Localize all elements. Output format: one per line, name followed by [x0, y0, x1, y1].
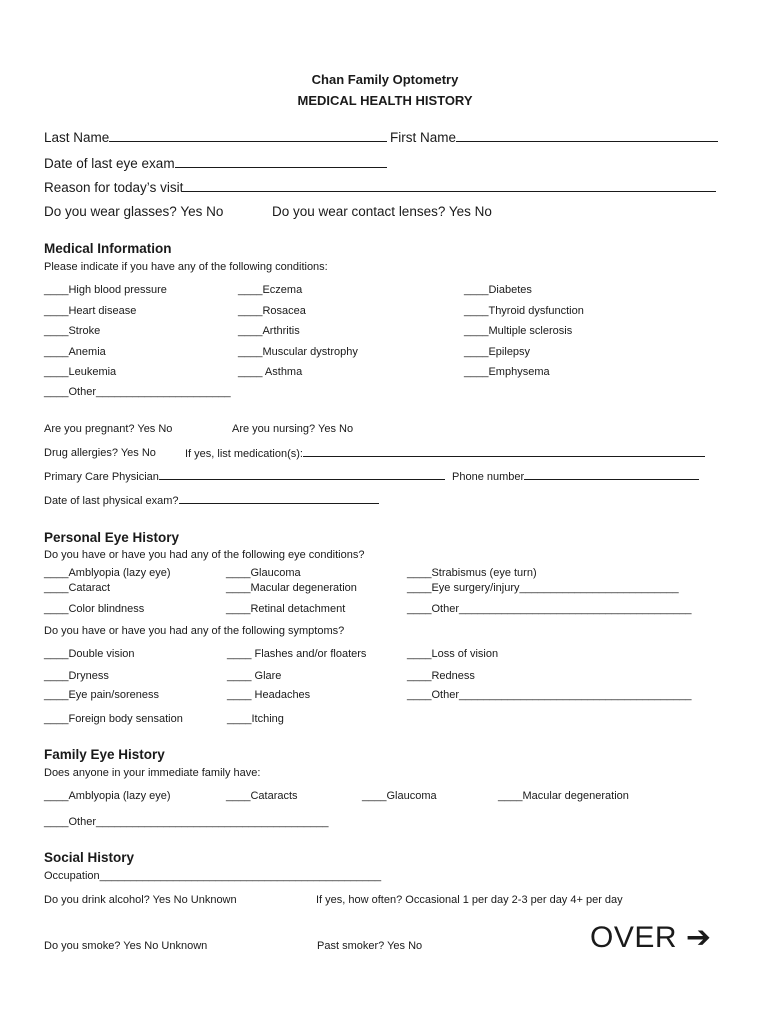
eye-condition-item[interactable]: ____Amblyopia (lazy eye) [44, 567, 171, 579]
last-exam-field[interactable] [44, 156, 387, 171]
medical-item[interactable]: ____Rosacea [238, 305, 306, 317]
symptom-item[interactable]: ____Loss of vision [407, 648, 499, 660]
phone-line[interactable] [524, 470, 699, 480]
medical-item-other[interactable]: ____Other______________________ [44, 386, 231, 398]
reason-line[interactable] [183, 180, 716, 192]
symptom-item[interactable]: ____Dryness [44, 670, 109, 682]
pregnant-question[interactable]: Are you pregnant? Yes No [44, 423, 173, 435]
eye-condition-item[interactable]: ____Glaucoma [226, 567, 301, 579]
personal-conditions-question: Do you have or have you had any of the following eye conditions? [44, 549, 365, 561]
last-exam-label: Date of last eye exam [44, 156, 175, 171]
family-item[interactable]: ____Macular degeneration [498, 790, 629, 802]
family-item[interactable]: ____Cataracts [226, 790, 298, 802]
symptom-item[interactable]: ____Itching [227, 713, 284, 725]
family-other[interactable]: ____Other______________________________________ [44, 816, 329, 828]
medical-item[interactable]: ____Eczema [238, 284, 303, 296]
form-title: MEDICAL HEALTH HISTORY [297, 93, 473, 108]
symptom-item[interactable]: ____Eye pain/soreness [44, 689, 159, 701]
phone-field[interactable] [452, 470, 699, 483]
first-name-label: First Name [390, 130, 457, 145]
eye-condition-item[interactable]: ____Eye surgery/injury__________________________ [407, 582, 679, 594]
nursing-question[interactable]: Are you nursing? Yes No [232, 423, 354, 435]
last-physical-line[interactable] [179, 494, 379, 504]
first-name-field[interactable] [390, 130, 718, 145]
symptom-item[interactable]: ____Foreign body sensation [44, 713, 183, 725]
medical-heading: Medical Information [44, 241, 172, 256]
drug-allergies-question[interactable]: Drug allergies? Yes No [44, 447, 156, 459]
family-item[interactable]: ____Glaucoma [362, 790, 437, 802]
over-label: OVER ➔ [590, 921, 712, 954]
physician-label: Primary Care Physician [44, 471, 159, 483]
symptom-item[interactable]: ____ Flashes and/or floaters [227, 648, 367, 660]
symptom-item[interactable]: ____ Headaches [227, 689, 311, 701]
alcohol-frequency[interactable]: If yes, how often? Occasional 1 per day 2-3 per day 4+ per day [316, 894, 623, 906]
medical-item[interactable]: ____Diabetes [464, 284, 532, 296]
symptom-item[interactable]: ____Other______________________________________ [407, 689, 692, 701]
medical-item[interactable]: ____Anemia [44, 346, 106, 358]
medical-item[interactable]: ____Muscular dystrophy [238, 346, 358, 358]
last-name-field[interactable] [44, 130, 387, 145]
medical-item[interactable]: ____Thyroid dysfunction [464, 305, 584, 317]
smoke-question[interactable]: Do you smoke? Yes No Unknown [44, 940, 208, 952]
medical-intro: Please indicate if you have any of the following conditions: [44, 261, 328, 273]
eye-condition-item[interactable]: ____Macular degeneration [226, 582, 357, 594]
occupation-field[interactable]: Occupation______________________________________________ [44, 870, 382, 882]
last-physical-field[interactable] [44, 494, 379, 507]
medical-item[interactable]: ____Heart disease [44, 305, 137, 317]
medications-field[interactable] [185, 447, 705, 460]
medical-item[interactable]: ____High blood pressure [44, 284, 167, 296]
last-exam-line[interactable] [175, 156, 387, 168]
last-name-label: Last Name [44, 130, 110, 145]
first-name-line[interactable] [456, 130, 718, 142]
eye-condition-item[interactable]: ____Cataract [44, 582, 111, 594]
glasses-question[interactable]: Do you wear glasses? Yes No [44, 204, 224, 219]
symptoms-question: Do you have or have you had any of the following symptoms? [44, 625, 345, 637]
medical-item[interactable]: ____Emphysema [464, 366, 550, 378]
phone-label: Phone number [452, 471, 525, 483]
practice-name: Chan Family Optometry [311, 72, 459, 87]
medical-item[interactable]: ____Epilepsy [464, 346, 531, 358]
eye-condition-item[interactable]: ____Strabismus (eye turn) [407, 567, 537, 579]
symptom-item[interactable]: ____ Glare [227, 670, 282, 682]
medications-line[interactable] [303, 447, 705, 457]
alcohol-question[interactable]: Do you drink alcohol? Yes No Unknown [44, 894, 237, 906]
medical-item[interactable]: ____Stroke [44, 325, 101, 337]
eye-condition-item[interactable]: ____Retinal detachment [226, 603, 346, 615]
physician-field[interactable] [44, 470, 445, 483]
eye-condition-item[interactable]: ____Other______________________________________ [407, 603, 692, 615]
medical-item[interactable]: ____ Asthma [238, 366, 303, 378]
family-item[interactable]: ____Amblyopia (lazy eye) [44, 790, 171, 802]
family-heading: Family Eye History [44, 747, 165, 762]
past-smoker-question[interactable]: Past smoker? Yes No [317, 940, 423, 952]
eye-condition-item[interactable]: ____Color blindness [44, 603, 145, 615]
social-heading: Social History [44, 850, 135, 865]
medical-item[interactable]: ____Multiple sclerosis [464, 325, 573, 337]
last-physical-label: Date of last physical exam? [44, 495, 179, 507]
symptom-item[interactable]: ____Double vision [44, 648, 135, 660]
symptom-item[interactable]: ____Redness [407, 670, 475, 682]
last-name-line[interactable] [109, 130, 387, 142]
medications-label: If yes, list medication(s): [185, 448, 303, 460]
physician-line[interactable] [159, 470, 445, 480]
medical-item[interactable]: ____Arthritis [238, 325, 300, 337]
family-question: Does anyone in your immediate family have: [44, 767, 261, 779]
contacts-question[interactable]: Do you wear contact lenses? Yes No [272, 204, 492, 219]
personal-heading: Personal Eye History [44, 530, 180, 545]
reason-label: Reason for today’s visit [44, 180, 184, 195]
medical-item[interactable]: ____Leukemia [44, 366, 117, 378]
reason-field[interactable] [44, 180, 716, 195]
